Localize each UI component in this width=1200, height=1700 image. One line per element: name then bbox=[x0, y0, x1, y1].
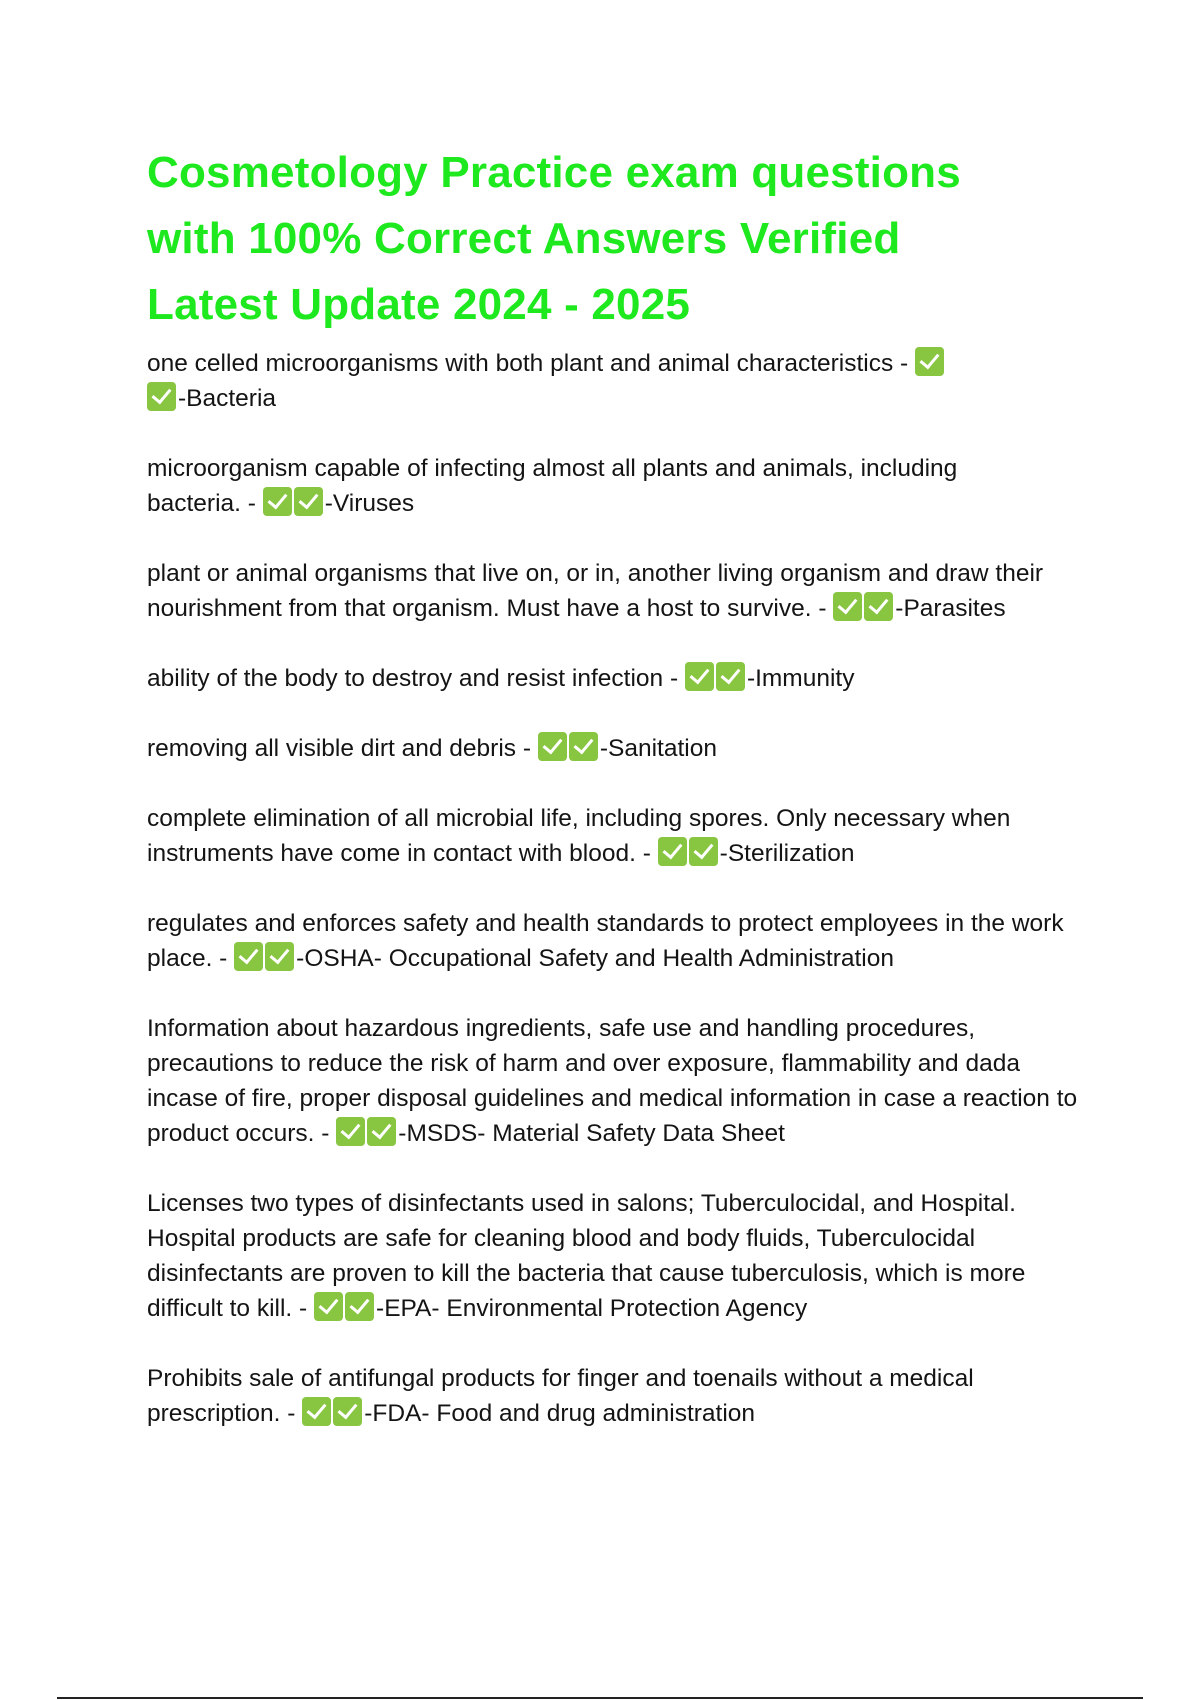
check-mark-icon bbox=[265, 942, 294, 971]
answer-text: -Viruses bbox=[324, 490, 415, 517]
answer-text: -Bacteria bbox=[178, 385, 277, 412]
qa-item bbox=[147, 906, 1087, 976]
check-mark-icon bbox=[333, 1397, 362, 1426]
question-text: Licenses two types of disinfectants used in salons; Tuberculocidal, and Hospital. Hospital products are safe for cleaning blood and body fluids, Tuberculocidal disinfectants are proven to kill the bacteria that cause tuberculosis, which is more difficult to kill. - bbox=[147, 1190, 1026, 1322]
check-mark-icon bbox=[658, 837, 687, 866]
check-mark-icon bbox=[569, 732, 598, 761]
check-mark-icon bbox=[234, 942, 263, 971]
qa-list bbox=[147, 346, 1097, 1431]
question-text: Information about hazardous ingredients, safe use and handling procedures, precautions to reduce the risk of harm and over exposure, flammability and dada incase of fire, proper disposal guidelines and medical information in case a reaction to product occurs. - bbox=[147, 1015, 1078, 1147]
qa-item bbox=[147, 1361, 1047, 1431]
qa-item bbox=[147, 556, 1077, 626]
question-text: complete elimination of all microbial life, including spores. Only necessary when instruments have come in contact with blood. - bbox=[147, 805, 1011, 867]
answer-text: -FDA- Food and drug administration bbox=[364, 1400, 756, 1427]
answer-text: -EPA- Environmental Protection Agency bbox=[376, 1295, 808, 1322]
qa-item bbox=[147, 661, 1097, 696]
title-line-2: with 100% Correct Answers Verified bbox=[147, 214, 901, 263]
question-text: microorganism capable of infecting almost all plants and animals, including bacteria. - bbox=[147, 455, 958, 517]
check-mark-icon bbox=[314, 1292, 343, 1321]
document-content bbox=[147, 140, 1097, 1466]
check-mark-icon bbox=[538, 732, 567, 761]
answer-text: -Parasites bbox=[895, 595, 1006, 622]
check-mark-icon bbox=[716, 662, 745, 691]
qa-item bbox=[147, 346, 947, 416]
footer-divider bbox=[57, 1697, 1143, 1699]
check-mark-icon bbox=[336, 1117, 365, 1146]
answer-text: -Sanitation bbox=[599, 735, 717, 762]
answer-text: -OSHA- Occupational Safety and Health Administration bbox=[296, 945, 894, 972]
check-mark-icon bbox=[302, 1397, 331, 1426]
question-text: regulates and enforces safety and health standards to protect employees in the work place. - bbox=[147, 910, 1064, 972]
check-mark-icon bbox=[263, 487, 292, 516]
check-mark-icon bbox=[367, 1117, 396, 1146]
question-text: ability of the body to destroy and resist infection - bbox=[147, 665, 679, 692]
question-text: plant or animal organisms that live on, or in, another living organism and draw their nourishment from that organism. Must have a host to survive. - bbox=[147, 560, 1044, 622]
question-text: Prohibits sale of antifungal products for finger and toenails without a medical prescription. - bbox=[147, 1365, 974, 1427]
check-mark-icon bbox=[689, 837, 718, 866]
qa-item bbox=[147, 451, 1027, 521]
answer-text: -Immunity bbox=[746, 665, 855, 692]
answer-text: -MSDS- Material Safety Data Sheet bbox=[398, 1120, 785, 1147]
qa-item bbox=[147, 1011, 1097, 1151]
document-title bbox=[147, 140, 1097, 338]
check-mark-icon bbox=[345, 1292, 374, 1321]
check-mark-icon bbox=[685, 662, 714, 691]
check-mark-icon bbox=[915, 347, 944, 376]
title-line-3: Latest Update 2024 - 2025 bbox=[147, 280, 691, 329]
qa-item bbox=[147, 1186, 1097, 1326]
qa-item bbox=[147, 731, 1097, 766]
answer-text: -Sterilization bbox=[719, 840, 855, 867]
title-line-1: Cosmetology Practice exam questions bbox=[147, 148, 961, 197]
check-mark-icon bbox=[833, 592, 862, 621]
question-text: one celled microorganisms with both plant and animal characteristics - bbox=[147, 350, 909, 377]
question-text: removing all visible dirt and debris - bbox=[147, 735, 531, 762]
qa-item bbox=[147, 801, 1092, 871]
check-mark-icon bbox=[864, 592, 893, 621]
check-mark-icon bbox=[147, 382, 176, 411]
check-mark-icon bbox=[294, 487, 323, 516]
